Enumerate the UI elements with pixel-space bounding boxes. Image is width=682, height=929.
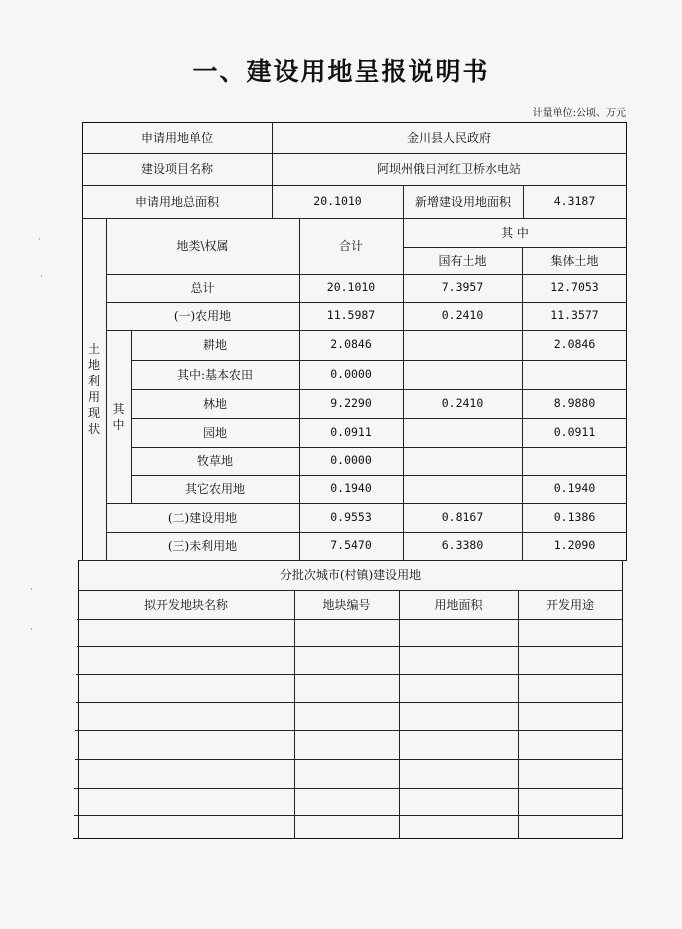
vertical-char: 其 — [112, 401, 125, 416]
row-label: 其它农用地 — [184, 482, 245, 496]
row-collective: 0.1940 — [553, 481, 596, 496]
scan-mark: · — [38, 235, 41, 245]
row-total: 9.2290 — [330, 395, 372, 410]
vertical-char: 土 — [87, 342, 100, 356]
row-label: 园地 — [202, 425, 227, 440]
row-state: 6.3380 — [441, 538, 484, 553]
applicant-label: 申请用地单位 — [140, 130, 213, 145]
row-collective — [522, 447, 627, 475]
col-of-which-header: 其 中 — [501, 225, 529, 240]
batch-col-name: 拟开发地块名称 — [143, 597, 228, 612]
batch-col-area: 用地面积 — [434, 597, 483, 612]
row-total: 0.9553 — [330, 509, 372, 524]
vertical-char: 地 — [87, 358, 100, 372]
unit-note: 计量单位:公顷、万元 — [532, 108, 626, 119]
row-total: 11.5987 — [326, 308, 376, 323]
row-total: 0.1940 — [330, 481, 372, 496]
row-state — [403, 330, 522, 360]
row-collective: 0.1386 — [553, 509, 596, 524]
batch-col-use: 开发用途 — [545, 597, 594, 612]
row-state — [403, 418, 522, 447]
project-value: 阿坝州俄日河红卫桥水电站 — [376, 162, 521, 176]
row-total: 7.5470 — [330, 538, 372, 553]
row-label: 林地 — [202, 396, 227, 411]
row-collective: 11.3577 — [550, 308, 599, 323]
row-collective — [522, 360, 627, 389]
new-area-value: 4.3187 — [553, 193, 596, 208]
row-label: (三)未利用地 — [167, 539, 238, 553]
vertical-char: 状 — [87, 422, 100, 436]
row-total: 2.0846 — [330, 337, 372, 352]
row-collective: 0.0911 — [553, 424, 596, 439]
col-category-header: 地类\权属 — [176, 239, 229, 253]
row-label: 其中:基本农田 — [176, 367, 254, 382]
row-state — [403, 360, 522, 389]
row-state: 0.2410 — [441, 395, 484, 410]
scan-mark: · — [40, 272, 43, 282]
page-title: 一、建设用地呈报说明书 — [192, 57, 490, 86]
vertical-char: 现 — [87, 406, 100, 420]
row-total: 20.1010 — [326, 280, 376, 295]
col-state-header: 国有土地 — [438, 253, 487, 268]
row-total: 0.0000 — [330, 453, 372, 468]
project-label: 建设项目名称 — [140, 162, 213, 176]
row-collective: 2.0846 — [553, 337, 596, 352]
row-state — [403, 447, 522, 475]
land-use-section-label — [82, 218, 106, 560]
row-state — [403, 475, 522, 503]
batch-section-title: 分批次城市(村镇)建设用地 — [279, 568, 422, 582]
row-state: 0.2410 — [441, 308, 484, 323]
row-label: 牧草地 — [196, 454, 233, 468]
row-label: 耕地 — [202, 338, 227, 352]
row-state: 7.3957 — [441, 280, 484, 295]
batch-col-number: 地块编号 — [322, 597, 371, 612]
row-label: (一)农用地 — [173, 309, 232, 323]
row-collective: 8.9880 — [553, 395, 596, 410]
row-collective: 1.2090 — [553, 538, 596, 553]
vertical-char: 利 — [87, 374, 100, 388]
total-area-value: 20.1010 — [313, 193, 362, 208]
row-total: 0.0000 — [330, 366, 372, 381]
scan-mark: · — [30, 585, 33, 595]
row-total: 0.0911 — [330, 424, 372, 439]
row-collective: 12.7053 — [550, 280, 599, 295]
of-which-sub-label — [106, 330, 131, 503]
row-state: 0.8167 — [441, 509, 484, 524]
col-total-header: 合计 — [338, 239, 363, 253]
new-area-label: 新增建设用地面积 — [414, 194, 511, 209]
row-label: 总计 — [190, 281, 215, 295]
total-area-label: 申请用地总面积 — [134, 194, 219, 209]
row-label: (二)建设用地 — [167, 510, 238, 525]
vertical-char: 用 — [87, 390, 100, 404]
applicant-value: 金川县人民政府 — [406, 130, 491, 145]
col-collective-header: 集体土地 — [550, 253, 599, 268]
scan-mark: · — [30, 625, 33, 635]
vertical-char: 中 — [112, 417, 125, 432]
